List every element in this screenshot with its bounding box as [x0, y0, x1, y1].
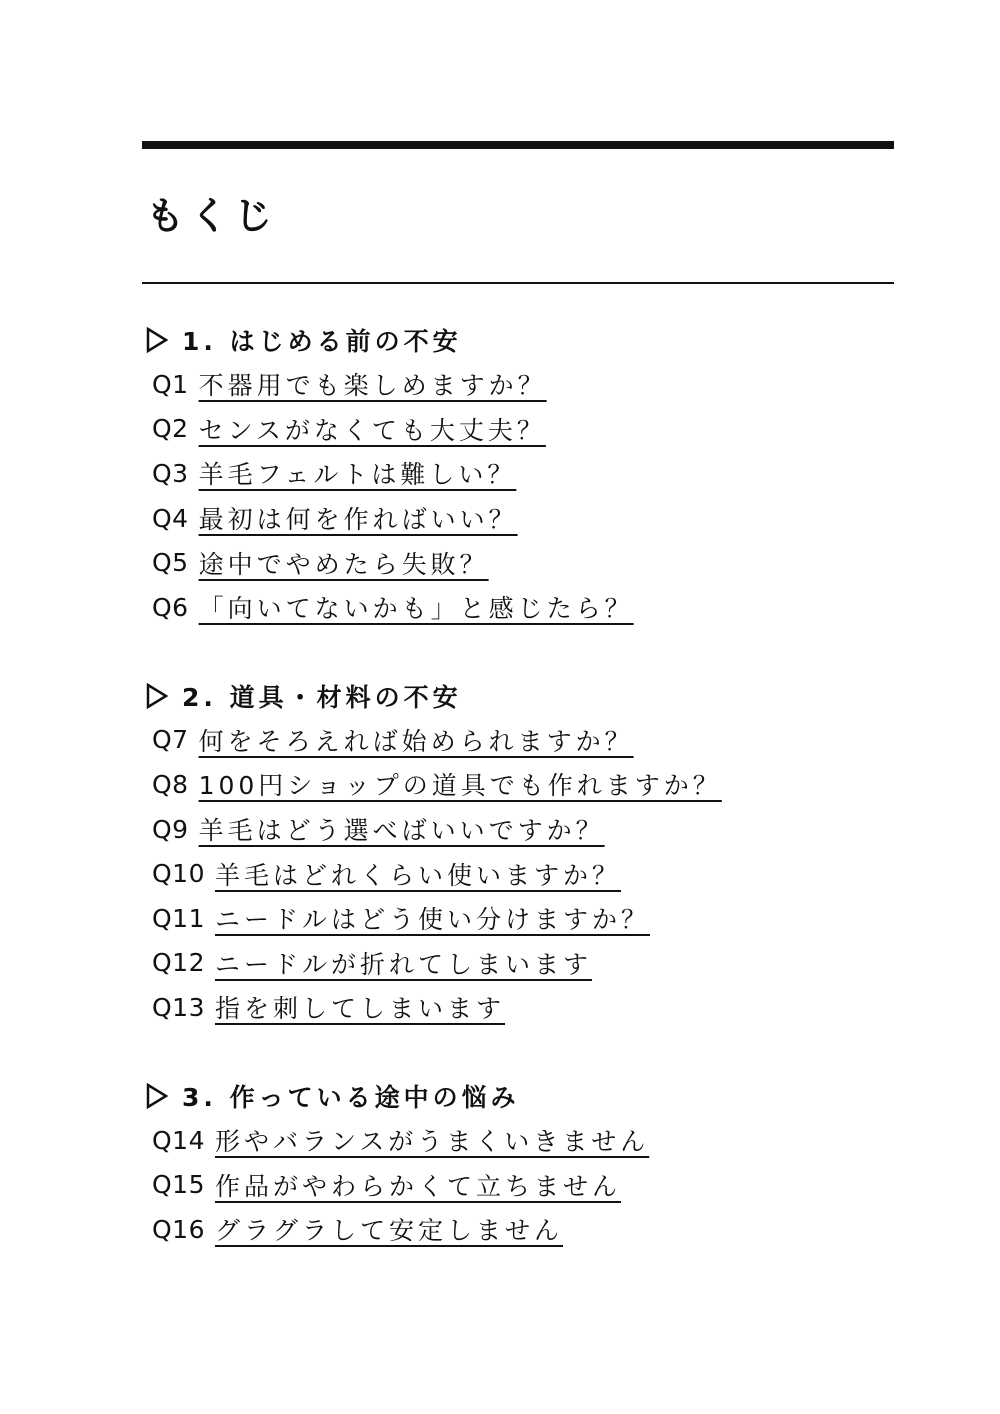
toc-item — [146, 1118, 894, 1163]
question-number: Q10 — [152, 859, 205, 889]
section-heading-text: 2. 道具・材料の不安 — [182, 682, 462, 712]
toc-item — [146, 451, 894, 496]
toc-link[interactable]: 100円ショップの道具でも作れますか？ — [198, 771, 722, 801]
toc-item — [146, 540, 894, 585]
toc-item — [146, 985, 894, 1030]
toc-item — [146, 718, 894, 763]
toc-link[interactable]: 形やバランスがうまくいきません — [215, 1127, 650, 1157]
toc-item — [146, 362, 894, 407]
title-divider — [142, 282, 894, 284]
triangle-outline-right-icon — [146, 1083, 176, 1109]
question-number: Q4 — [152, 503, 189, 533]
toc-item — [146, 585, 894, 630]
toc-link[interactable]: 指を刺してしまいます — [215, 994, 506, 1024]
question-number: Q9 — [152, 814, 189, 844]
question-number: Q7 — [152, 725, 189, 755]
page-title: もくじ — [146, 194, 279, 238]
toc-link[interactable]: 最初は何を作ればいい？ — [198, 505, 518, 535]
question-number: Q12 — [152, 948, 205, 978]
question-number: Q6 — [152, 592, 189, 622]
toc-item — [146, 941, 894, 986]
question-number: Q13 — [152, 992, 205, 1022]
toc-item — [146, 496, 894, 541]
toc-section-2 — [146, 674, 894, 1030]
toc-item — [146, 851, 894, 896]
section-heading — [146, 1074, 894, 1118]
section-heading-text: 1. はじめる前の不安 — [182, 327, 462, 356]
question-number: Q2 — [152, 414, 189, 444]
toc-item — [146, 762, 894, 807]
toc-item — [146, 1207, 894, 1252]
toc-link[interactable]: 「向いてないかも」と感じたら？ — [198, 594, 634, 624]
toc-section-3 — [146, 1074, 894, 1252]
section-heading-text: 3. 作っている途中の悩み — [182, 1082, 520, 1112]
toc-link[interactable]: 羊毛はどれくらい使いますか？ — [215, 860, 622, 890]
toc-item — [146, 807, 894, 852]
toc-link[interactable]: 羊毛はどう選べばいいですか？ — [198, 816, 605, 846]
toc-item — [146, 896, 894, 941]
toc-link[interactable]: 羊毛フェルトは難しい？ — [198, 460, 517, 490]
question-number: Q16 — [152, 1214, 205, 1244]
triangle-outline-right-icon — [146, 683, 176, 709]
section-heading — [146, 318, 894, 362]
table-of-contents — [146, 318, 894, 1296]
toc-link[interactable]: グラグラして安定しません — [215, 1216, 564, 1246]
toc-link[interactable]: 不器用でも楽しめますか？ — [198, 371, 547, 401]
question-number: Q3 — [152, 458, 189, 488]
toc-section-1 — [146, 318, 894, 630]
question-number: Q14 — [152, 1125, 205, 1155]
toc-item — [146, 1162, 894, 1207]
toc-link[interactable]: ニードルはどう使い分けますか？ — [215, 905, 651, 935]
question-number: Q8 — [152, 769, 189, 799]
question-number: Q1 — [152, 369, 189, 399]
toc-link[interactable]: 途中でやめたら失敗？ — [198, 549, 489, 579]
toc-link[interactable]: センスがなくても大丈夫？ — [198, 415, 546, 445]
toc-item — [146, 407, 894, 452]
question-number: Q5 — [152, 548, 189, 578]
triangle-outline-right-icon — [146, 327, 176, 353]
section-heading — [146, 674, 894, 718]
top-divider — [142, 141, 894, 149]
question-number: Q11 — [152, 903, 205, 933]
question-number: Q15 — [152, 1170, 205, 1200]
toc-link[interactable]: 何をそろえれば始められますか？ — [198, 726, 634, 756]
toc-link[interactable]: 作品がやわらかくて立ちません — [215, 1171, 622, 1201]
toc-link[interactable]: ニードルが折れてしまいます — [215, 949, 593, 979]
